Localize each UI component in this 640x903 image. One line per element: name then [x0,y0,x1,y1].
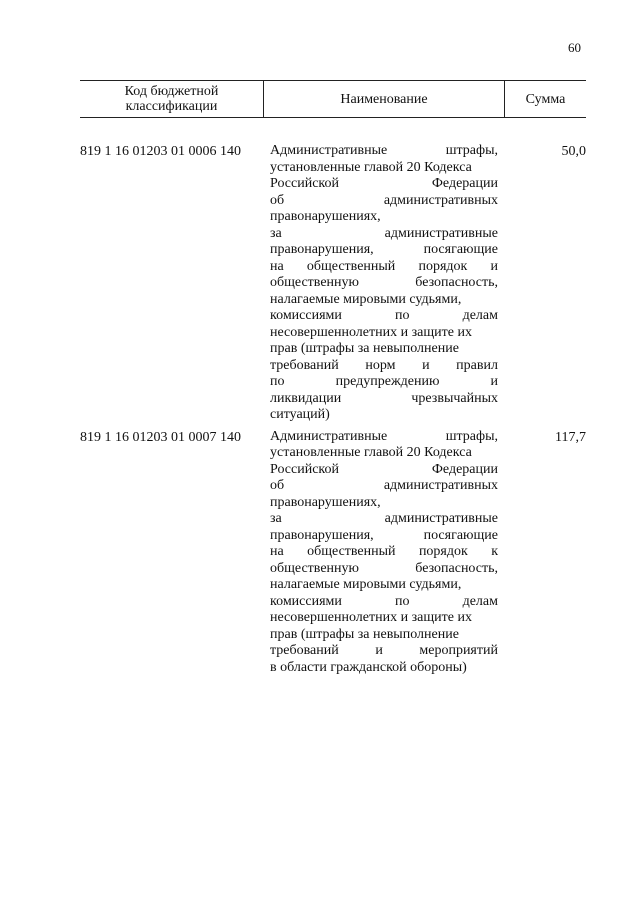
name-line [270,358,498,375]
name-line [270,391,498,408]
name-word: делам [462,308,498,323]
header-code-line: классификации [125,99,218,114]
name-word: посягающие [423,527,498,543]
name-word: по [394,308,410,323]
name-word: к [491,544,498,559]
name-word: правил [456,357,498,373]
name-word: мероприятий [419,643,498,658]
header-code-line: Код бюджетной [124,84,219,99]
name-word: общественную [270,560,359,576]
name-word: порядок [418,544,468,559]
name-word: и [422,357,430,373]
name-word: по [394,593,410,609]
name-word: общественный [306,258,396,274]
name-word: об [270,478,285,493]
name-line [270,176,498,193]
header-sum: Сумма [525,91,566,107]
name-line: прав (штрафы за невыполнение [270,626,459,642]
table-row [80,138,586,424]
name-word: об [270,192,285,208]
name-word: общественную [270,275,359,290]
name-line [270,462,498,479]
name-line [270,511,498,528]
name-word: на [270,258,284,274]
header-code [80,81,264,117]
name-line [270,478,498,495]
name-word: Административные [270,143,388,158]
name-line [270,429,498,446]
name-word: норм [365,357,396,373]
name-line [270,143,498,160]
header-name: Наименование [264,81,505,117]
name-word: требований [270,357,339,373]
name-word: ликвидации [270,390,342,406]
name-word: требований [270,643,339,658]
name-line [270,242,498,259]
page-number: 60 [568,40,581,55]
name-word: комиссиями [270,593,342,609]
name-line: правонарушениях, [270,209,381,224]
name-word: чрезвычайных [411,390,498,406]
name-word: порядок [418,258,468,274]
name-word: Российской [270,461,339,477]
name-word: предупреждению [335,374,440,389]
cell-name [270,424,498,677]
name-word: административных [383,478,498,493]
name-word: Российской [270,176,339,191]
name-word: и [490,374,498,389]
cell-name [270,138,498,424]
name-line: в области гражданской обороны) [270,659,467,675]
name-line: налагаемые мировыми судьями, [270,291,462,307]
name-line [270,594,498,611]
name-word: на [270,544,284,559]
name-word: административные [384,225,498,241]
name-word: общественный [307,544,396,559]
name-line: установленные главой 20 Кодекса [270,445,472,460]
name-line: прав (штрафы за невыполнение [270,341,459,356]
name-line [270,226,498,243]
table-body [80,138,586,676]
name-word: и [490,258,498,274]
cell-sum: 117,7 [555,429,586,445]
name-line [270,308,498,325]
name-word: штрафы, [445,428,498,444]
name-word: делам [462,593,498,609]
name-word: правонарушения, [270,242,374,257]
table-row [80,424,586,677]
name-word: штрафы, [445,143,498,158]
name-line [270,643,498,660]
name-line: несовершеннолетних и защите их [270,324,472,340]
cell-code: 819 1 16 01203 01 0007 140 [80,429,241,445]
table-header [80,80,586,118]
name-word: Федерации [431,176,498,191]
name-line [270,544,498,561]
name-word: безопасность, [415,275,498,290]
name-word: и [375,643,383,658]
budget-table [80,80,586,676]
name-line: ситуаций) [270,407,330,422]
name-line [270,193,498,210]
cell-sum: 50,0 [561,144,586,159]
name-word: посягающие [423,242,498,257]
name-word: Федерации [431,461,498,477]
name-line: несовершеннолетних и защите их [270,610,472,625]
name-line [270,374,498,391]
name-line: налагаемые мировыми судьями, [270,577,462,592]
name-word: административные [384,511,498,526]
name-line: установленные главой 20 Кодекса [270,159,472,175]
name-line [270,275,498,292]
name-word: административных [383,192,498,208]
name-line [270,259,498,276]
name-word: за [270,225,282,241]
name-word: по [270,374,285,389]
name-line [270,561,498,578]
name-word: комиссиями [270,308,342,323]
name-line [270,528,498,545]
name-word: Административные [270,428,388,444]
cell-code: 819 1 16 01203 01 0006 140 [80,144,241,159]
name-line: правонарушениях, [270,494,381,510]
name-word: безопасность, [415,560,498,576]
name-word: правонарушения, [270,527,374,543]
name-word: за [270,511,282,526]
